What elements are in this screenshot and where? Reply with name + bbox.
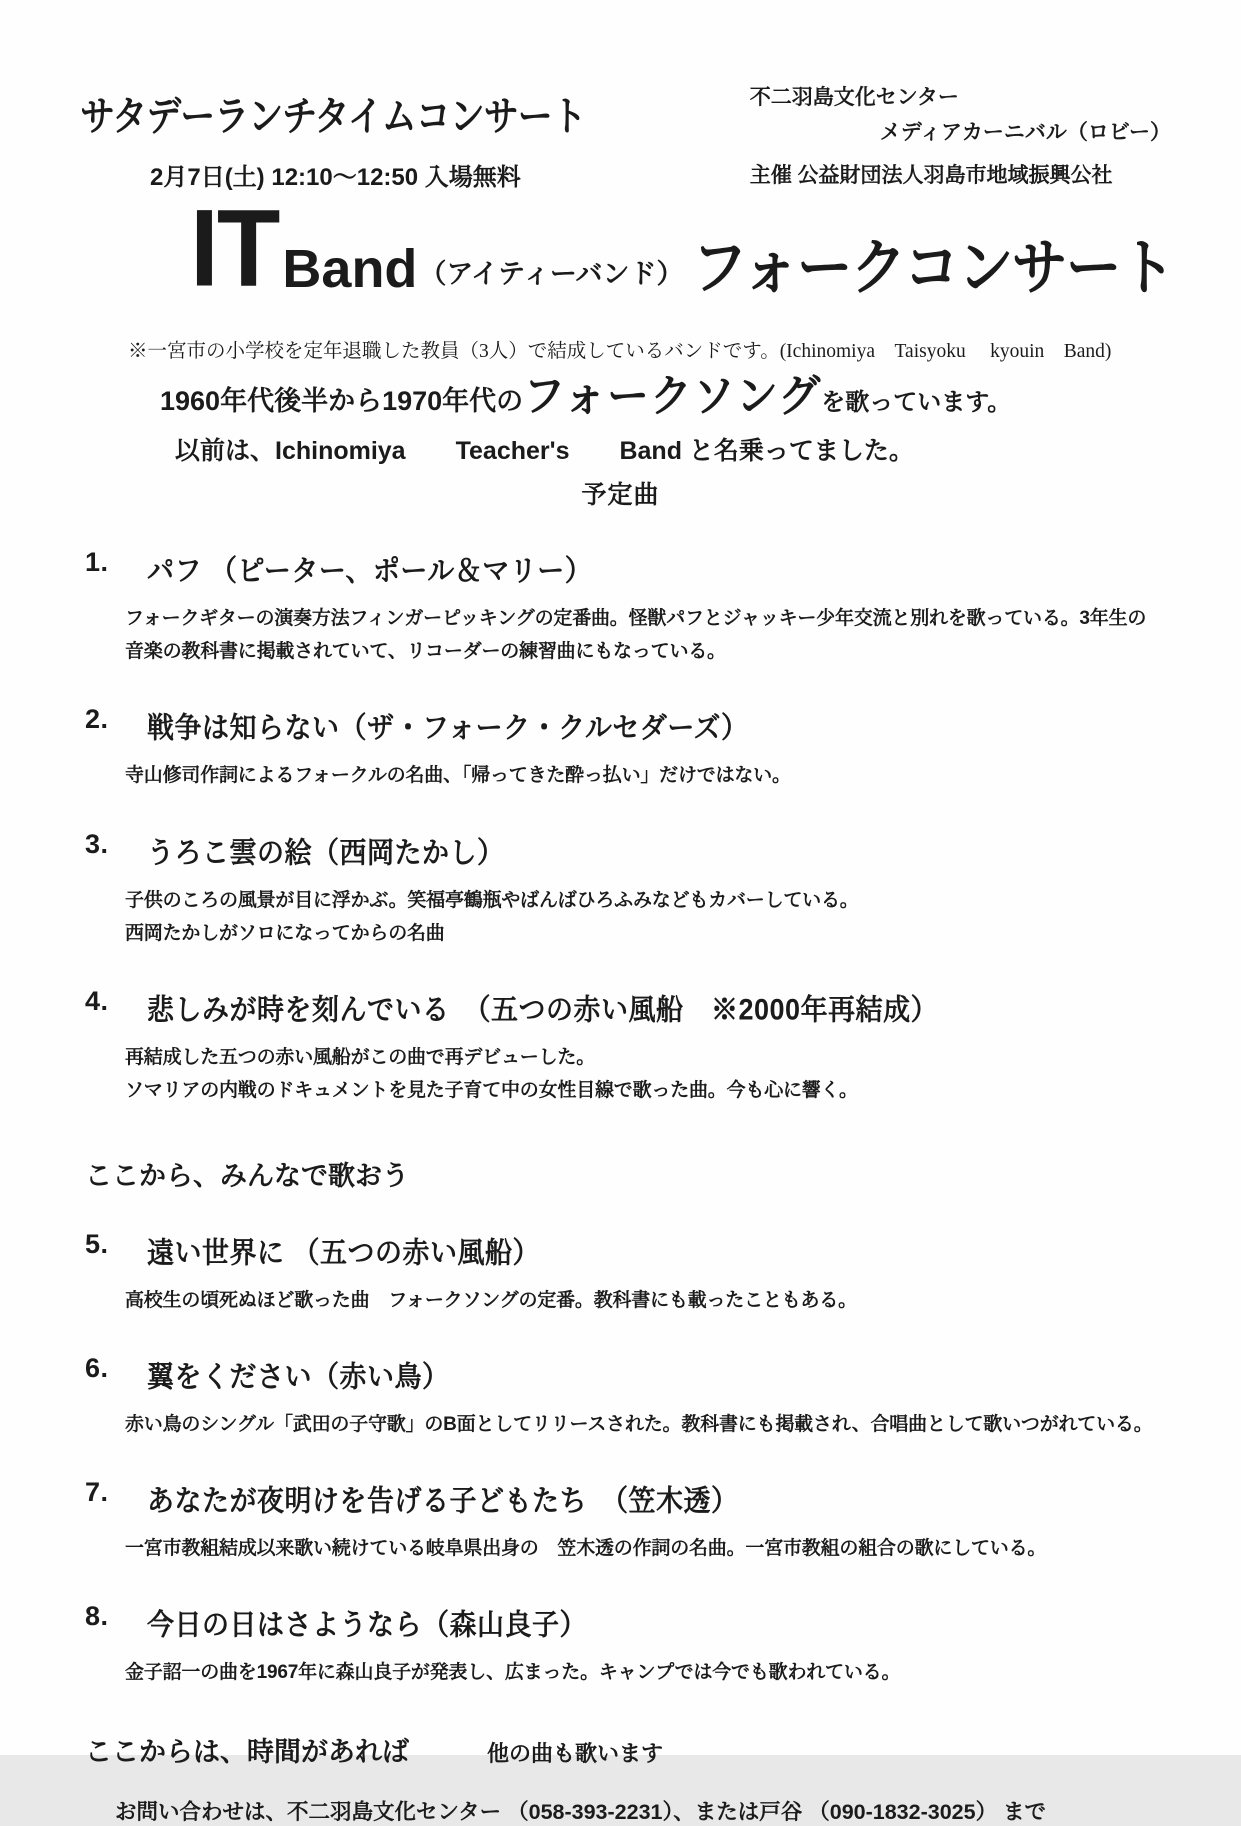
song-description-line: 子供のころの風景が目に浮かぶ。笑福亭鶴瓶やばんばひろふみなどもカバーしている。 [125, 889, 859, 911]
song-number: 4. [85, 986, 109, 1017]
era-highlight: フォークソング [523, 371, 822, 421]
song-item-4 [60, 986, 1181, 1108]
song-item-2 [60, 704, 1181, 792]
song-title: 翼をください（赤い鳥） [147, 1360, 450, 1393]
song-description-line: 赤い鳥のシングル「武田の子守歌」のB面としてリリースされた。教科書にも掲載され、合唱曲として歌いつがれている。 [125, 1413, 1153, 1435]
venue-name: 不二羽島文化センター [749, 86, 959, 109]
song-description [60, 1532, 1181, 1565]
song-description [60, 1284, 1181, 1317]
song-description-line: 寺山修司作詞によるフォークルの名曲、「帰ってきた酔っ払い」だけではない。 [125, 765, 791, 787]
singalong-section-heading: ここから、みんなで歌おう [85, 1160, 409, 1191]
song-heading [60, 1477, 1181, 1516]
band-description-note: ※一宮市の小学校を定年退職した教員（3人）で結成しているバンドです。(Ichinomiya Taisyoku kyouin Band) [128, 341, 1112, 363]
song-item-6 [60, 1353, 1181, 1441]
song-description-line: 一宮市教組結成以来歌い続けている岐阜県出身の 笠木透の作詞の名曲。一宮市教組の組合の歌にしている。 [125, 1538, 1047, 1560]
song-description [60, 1041, 1181, 1108]
song-description-line: 西岡たかしがソロになってからの名曲 [125, 922, 445, 944]
song-description-line: ソマリアの内戦のドキュメントを見た子育て中の女性目線で歌った曲。今も心に響く。 [125, 1080, 858, 1102]
song-number: 2. [85, 704, 109, 735]
venue-room: メディアカーニバル（ロビー） [879, 121, 1171, 144]
song-description-line: 再結成した五つの赤い風船がこの曲で再デビューした。 [125, 1047, 596, 1069]
header-left [60, 85, 586, 192]
song-heading [60, 1353, 1181, 1392]
former-band-name: 以前は、Ichinomiya Teacher's Band と名乗ってました。 [175, 436, 914, 465]
song-description [60, 759, 1181, 792]
program-heading: 予定曲 [581, 480, 660, 509]
band-concert-title [60, 187, 1181, 310]
song-number: 7. [85, 1477, 109, 1508]
venue-block [750, 85, 1181, 186]
song-title: 戦争は知らない（ザ・フォーク・クルセダーズ） [147, 711, 749, 745]
song-item-7 [60, 1477, 1181, 1565]
song-title: うろこ雲の絵（西岡たかし） [147, 836, 505, 869]
song-description-line: 音楽の教科書に掲載されていて、リコーダーの練習曲にもなっている。 [125, 641, 726, 663]
band-acronym: IT [190, 187, 279, 310]
song-heading [60, 547, 1181, 586]
song-title: 遠い世界に （五つの赤い風船） [147, 1236, 541, 1269]
song-item-8 [60, 1601, 1181, 1689]
song-description-line: 高校生の頃死ぬほど歌った曲 フォークソングの定番。教科書にも載ったこともある。 [125, 1289, 857, 1311]
song-item-1 [60, 547, 1181, 669]
flyer-header [60, 85, 1181, 192]
extra-songs-heading [60, 1730, 1181, 1769]
contact-info: お問い合わせは、不二羽島文化センター （058-393-2231）、または戸谷 （090-1832-3025） まで [115, 1799, 1047, 1824]
song-description-line: フォークギターの演奏方法フィンガーピッキングの定番曲。怪獣パフとジャッキー少年交流と別れを歌っている。3年生の [125, 607, 1147, 629]
song-item-3 [60, 829, 1181, 951]
organizer: 主催 公益財団法人羽島市地域振興公社 [749, 164, 1113, 187]
extra-songs-prefix: ここからは、時間があれば [85, 1736, 409, 1767]
song-heading [60, 1229, 1181, 1268]
extra-songs-suffix: 他の曲も歌います [487, 1740, 664, 1766]
band-reading: （アイティーバンド） [419, 258, 684, 289]
song-number: 3. [85, 828, 109, 859]
song-heading [60, 1601, 1181, 1640]
band-word: Band [282, 239, 418, 300]
era-prefix: 1960年代後半から1970年代の [160, 385, 524, 416]
song-description [60, 1656, 1181, 1689]
song-item-5 [60, 1229, 1181, 1317]
song-heading [60, 986, 1181, 1025]
song-heading [60, 704, 1181, 743]
song-number: 8. [85, 1601, 109, 1632]
song-title: 悲しみが時を刻んでいる （五つの赤い風船 ※2000年再結成） [147, 993, 939, 1027]
concert-type: フォークコンサート [691, 232, 1174, 302]
event-series-title: サタデーランチタイムコンサート [80, 94, 586, 140]
song-number: 1. [85, 546, 109, 577]
era-suffix: を歌っています。 [821, 388, 1012, 416]
song-number: 6. [85, 1352, 109, 1383]
song-description [60, 602, 1181, 669]
event-date-time: 2月7日(土) 12:10～12:50 入場無料 [150, 164, 521, 191]
song-description [60, 884, 1181, 951]
song-description-line: 金子詔一の曲を1967年に森山良子が発表し、広まった。キャンプでは今でも歌われている。 [125, 1662, 901, 1684]
song-title: パフ （ピーター、ポール＆マリー） [147, 554, 593, 587]
song-description [60, 1408, 1181, 1441]
song-title: 今日の日はさようなら（森山良子） [147, 1608, 587, 1642]
song-title: あなたが夜明けを告げる子どもたち （笠木透） [147, 1484, 739, 1518]
song-heading [60, 829, 1181, 868]
repertoire-era-line [60, 371, 1181, 421]
song-number: 5. [85, 1228, 109, 1259]
